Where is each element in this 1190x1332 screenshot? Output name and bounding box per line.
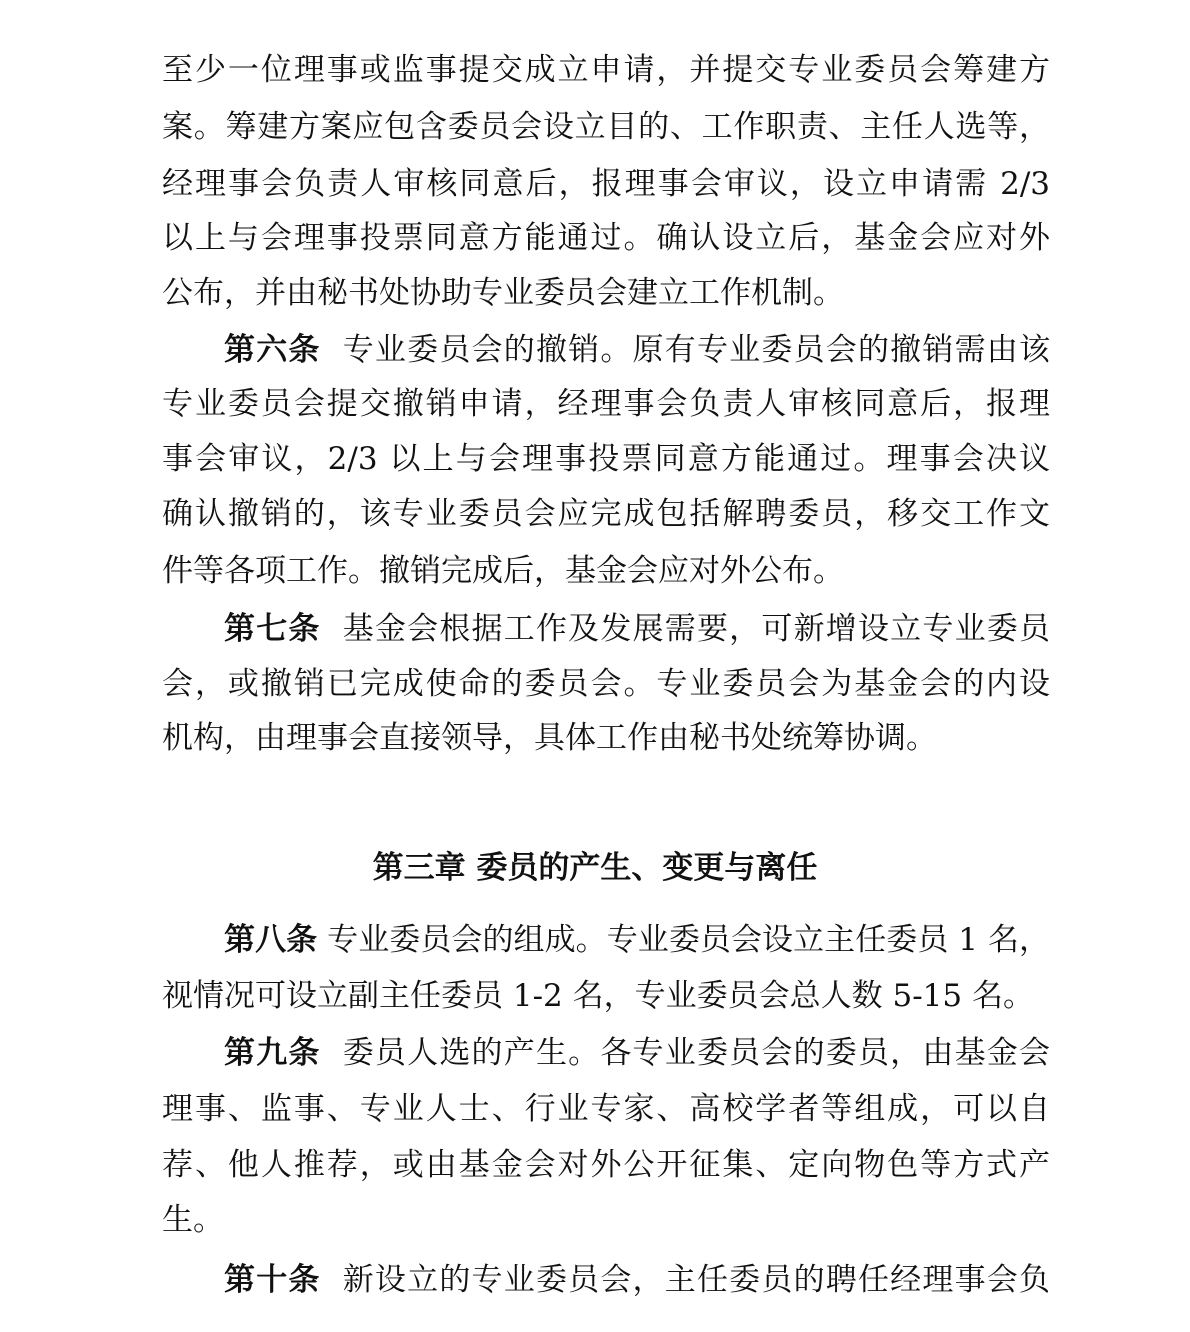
- chapter-heading: 第三章 委员的产生、变更与离任: [372, 850, 818, 886]
- text-line: 会，或撤销已完成使命的委员会。专业委员会为基金会的内设: [162, 666, 1050, 702]
- article-10-text: 新设立的专业委员会，主任委员的聘任经理事会负: [342, 1262, 1050, 1298]
- text-line: 经理事会负责人审核同意后，报理事会审议，设立申请需 2/3: [162, 166, 1050, 202]
- text-line: 视情况可设立副主任委员 1-2 名，专业委员会总人数 5-15 名。: [162, 978, 1034, 1014]
- article-9-text: 委员人选的产生。各专业委员会的委员，由基金会: [342, 1035, 1050, 1071]
- text-line: 专业委员会提交撤销申请，经理事会负责人审核同意后，报理: [162, 386, 1050, 422]
- article-7-text: 基金会根据工作及发展需要，可新增设立专业委员: [342, 611, 1050, 647]
- article-9-label: 第九条: [224, 1035, 321, 1071]
- text-line: 至少一位理事或监事提交成立申请，并提交专业委员会筹建方: [162, 52, 1050, 88]
- text-line: 荐、他人推荐，或由基金会对外公开征集、定向物色等方式产: [162, 1147, 1050, 1183]
- article-7-first-line: [224, 609, 1050, 649]
- text-line: 件等各项工作。撤销完成后，基金会应对外公布。: [162, 553, 844, 589]
- text-line: 案。筹建方案应包含委员会设立目的、工作职责、主任人选等，: [162, 109, 1050, 145]
- article-10-first-line: [224, 1260, 1050, 1300]
- article-6-text: 专业委员会的撤销。原有专业委员会的撤销需由该: [342, 332, 1050, 368]
- article-8-text: 专业委员会的组成。专业委员会设立主任委员 1 名，: [327, 922, 1051, 958]
- text-line: 理事、监事、专业人士、行业专家、高校学者等组成，可以自: [162, 1091, 1050, 1127]
- article-8-first-line: [224, 920, 1050, 960]
- text-line: 公布，并由秘书处协助专业委员会建立工作机制。: [162, 275, 844, 311]
- text-line: 生。: [162, 1202, 224, 1238]
- article-7-label: 第七条: [224, 611, 321, 647]
- article-8-label: 第八条: [224, 922, 318, 958]
- text-line: 以上与会理事投票同意方能通过。确认设立后，基金会应对外: [162, 220, 1050, 256]
- article-6-label: 第六条: [224, 332, 321, 368]
- text-line: 机构，由理事会直接领导，具体工作由秘书处统筹协调。: [162, 720, 937, 756]
- article-10-label: 第十条: [224, 1262, 321, 1298]
- article-9-first-line: [224, 1033, 1050, 1073]
- text-line: 事会审议，2/3 以上与会理事投票同意方能通过。理事会决议: [162, 441, 1050, 477]
- article-6-first-line: [224, 330, 1050, 370]
- text-line: 确认撤销的，该专业委员会应完成包括解聘委员，移交工作文: [162, 496, 1050, 532]
